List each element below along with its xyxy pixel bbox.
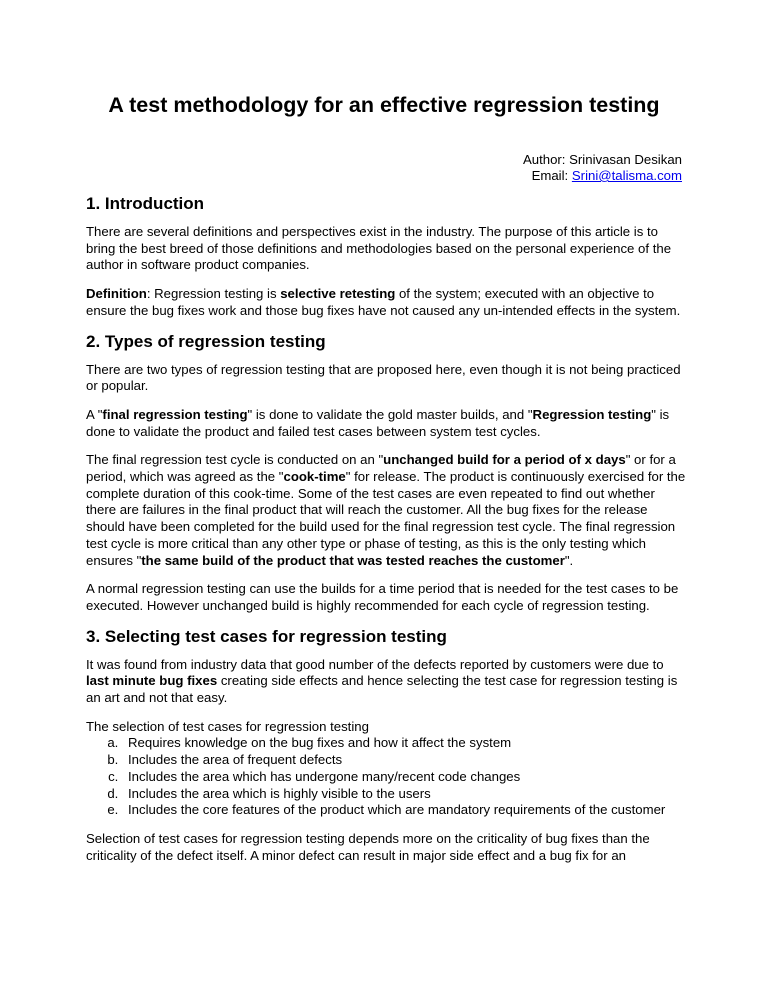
definition-text-b: of the system; executed with an objective to ensure the bug fixes work and those bug fixes have not caused any un-intended effects in the system. bbox=[86, 286, 681, 318]
types-p3-d: " for release. The product is continuously exercised for the complete duration of this cook-time. Some of the test cases are even repeated to find out whether there are failures in the final product that will reach the customer. All the bug fixes for the release should have been completed for the build used for the final regression test cycle. The final regression test cycle is more critical than any other type or phase of testing, as this is the only testing which ensures " bbox=[86, 469, 686, 568]
document-body bbox=[86, 194, 686, 876]
list-item: d. Includes the area which is highly visible to the users bbox=[122, 786, 686, 803]
types-p3-bold-1: unchanged build for a period of x days bbox=[383, 452, 626, 468]
types-paragraph-2 bbox=[86, 407, 686, 440]
definition-text-a: : Regression testing is bbox=[146, 286, 281, 302]
email-line bbox=[523, 168, 682, 184]
types-p3-c: " or for a period, which was agreed as the " bbox=[86, 452, 676, 485]
intro-paragraph: There are several definitions and perspectives exist in the industry. The purpose of this article is to bring the best breed of those definitions and methodologies based on the personal experience of the author in software product companies. bbox=[86, 224, 672, 273]
types-p2-bold-1: final regression testing bbox=[102, 406, 248, 422]
email-label: Email: bbox=[531, 168, 572, 183]
author-line: Author: Srinivasan Desikan bbox=[522, 152, 682, 167]
section-heading-types: 2. Types of regression testing bbox=[86, 331, 326, 351]
selecting-paragraph-1 bbox=[86, 657, 686, 707]
author-block bbox=[523, 152, 682, 184]
types-p3-a: The final regression test cycle is conducted on an " bbox=[86, 452, 384, 468]
definition-bold: selective retesting bbox=[280, 286, 396, 302]
types-p3-e: ". bbox=[564, 552, 574, 568]
selecting-paragraph-2: Selection of test cases for regression testing depends more on the criticality of bug fixes than the criticality of the defect itself. A minor defect can result in major side effect and a bug fix for an bbox=[86, 830, 650, 863]
selecting-p1-b: creating side effects and hence selecting the test case for regression testing is an art and not that easy. bbox=[86, 673, 678, 706]
selection-criteria-list bbox=[86, 735, 686, 819]
list-item: e. Includes the core features of the product which are mandatory requirements of the customer bbox=[122, 802, 686, 819]
document-title: A test methodology for an effective regression testing bbox=[108, 93, 660, 117]
selecting-p1-a: It was found from industry data that good number of the defects reported by customers were due to bbox=[86, 656, 664, 672]
types-paragraph-1: There are two types of regression testing that are proposed here, even though it is not being practiced or popular. bbox=[86, 361, 681, 394]
selection-list-intro: The selection of test cases for regression testing bbox=[86, 718, 369, 734]
types-p2-bold-2: Regression testing bbox=[532, 406, 652, 422]
list-item: a. Requires knowledge on the bug fixes and how it affect the system bbox=[122, 735, 686, 752]
email-link[interactable]: Srini@talisma.com bbox=[571, 168, 682, 183]
list-item: c. Includes the area which has undergone many/recent code changes bbox=[122, 769, 686, 786]
types-p3-bold-2: cook-time bbox=[283, 469, 346, 485]
section-heading-introduction: 1. Introduction bbox=[86, 194, 205, 213]
types-paragraph-3 bbox=[86, 452, 686, 569]
section-heading-selecting: 3. Selecting test cases for regression testing bbox=[86, 626, 447, 646]
types-p2-d: " is done to validate the product and failed test cases between system test cycles. bbox=[86, 406, 670, 439]
types-paragraph-4: A normal regression testing can use the builds for a time period that is needed for the test cases to be executed. However unchanged build is highly recommended for each cycle of regression testing. bbox=[86, 581, 679, 613]
definition-label: Definition bbox=[86, 286, 147, 302]
list-item: b. Includes the area of frequent defects bbox=[122, 752, 686, 769]
selecting-p1-bold: last minute bug fixes bbox=[86, 673, 218, 689]
definition-paragraph bbox=[86, 286, 686, 319]
types-p3-bold-3: the same build of the product that was tested reaches the customer bbox=[141, 552, 565, 568]
types-p2-a: A " bbox=[86, 406, 103, 422]
types-p2-c: " is done to validate the gold master builds, and " bbox=[247, 406, 533, 422]
